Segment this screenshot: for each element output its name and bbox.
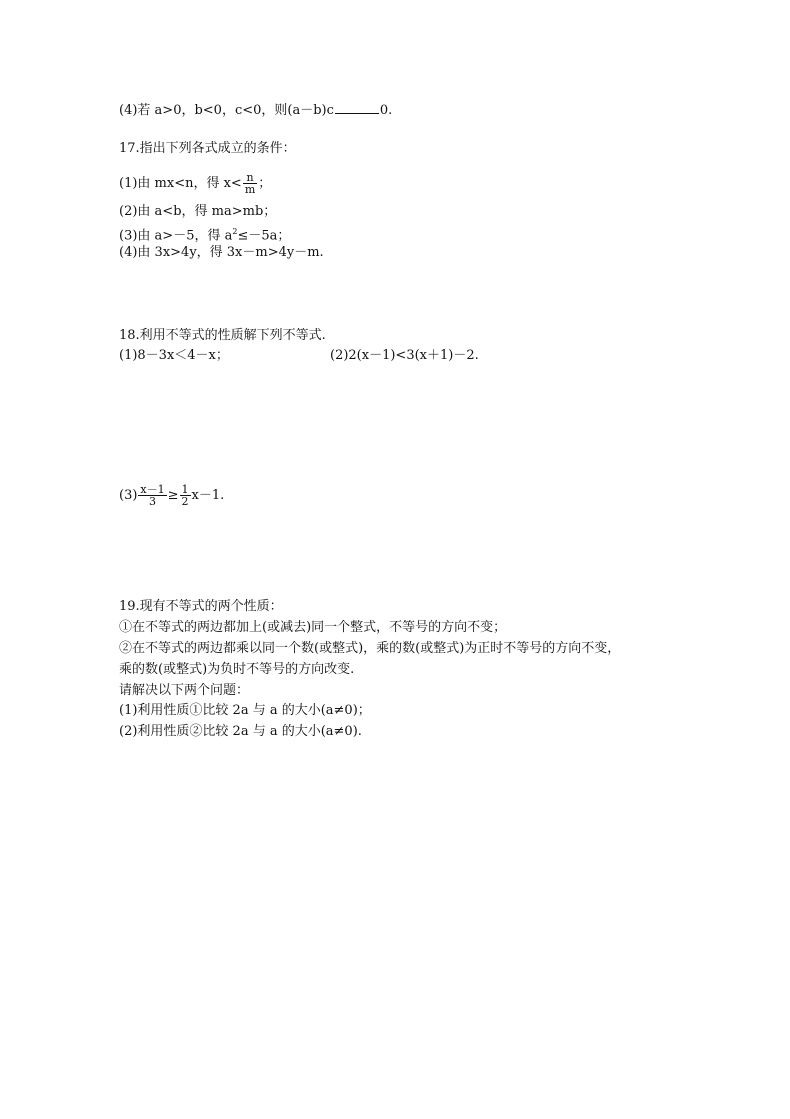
fraction-denominator: m: [244, 183, 256, 196]
q18-item3-relation: ≥: [167, 488, 179, 503]
q19-ask-1: (1)利用性质①比较 2a 与 a 的大小(a≠0)；: [119, 703, 371, 718]
q17-item1-fraction: [243, 172, 257, 195]
q17-title: 17.指出下列各式成立的条件：: [119, 141, 296, 156]
q17-item3-post: ≤－5a；: [237, 228, 291, 244]
fraction-numerator: x－1: [140, 483, 165, 496]
fraction-denominator: 3: [138, 495, 166, 507]
q17-item3: [119, 224, 290, 244]
fraction-numerator: 1: [181, 483, 189, 496]
q19-ask-2: (2)利用性质②比较 2a 与 a 的大小(a≠0).: [119, 724, 362, 739]
q18-item3-fraction-1: [138, 484, 166, 507]
q18-item2: (2)2(x－1)<3(x＋1)－2.: [330, 348, 479, 363]
q19-property-1: ①在不等式的两边都加上(或减去)同一个整式，不等号的方向不变；: [119, 620, 507, 635]
answer-blank[interactable]: [335, 101, 379, 114]
q17-item1-post: ；: [258, 176, 272, 191]
q19-title: 19.现有不等式的两个性质：: [119, 599, 283, 614]
q17-item2: (2)由 a<b，得 ma>mb；: [119, 204, 277, 219]
q16-item4-pre: (4)若 a>0，b<0，c<0，则(a－b)c: [119, 103, 334, 118]
q17-item3-exponent: 2: [232, 227, 238, 236]
q18-item1: (1)8－3x＜4－x；: [119, 348, 229, 363]
q19-property-2-cont: 乘的数(或整式)为负时不等号的方向改变.: [119, 662, 355, 677]
q18-item3-fraction-2: [180, 484, 191, 507]
q16-item4-post: 0.: [379, 103, 393, 118]
q19-prompt: 请解决以下两个问题：: [119, 683, 250, 698]
q18-item3-pre: (3): [119, 488, 138, 503]
q17-item3-pre: (3)由 a>－5，得 a: [119, 228, 233, 244]
q19-property-2: ②在不等式的两边都乘以同一个数(或整式)，乘的数(或整式)为正时不等号的方向不变，: [119, 641, 621, 656]
q18-item3-post: x－1.: [191, 488, 225, 503]
q17-item1-pre: (1)由 mx<n，得 x<: [119, 176, 242, 191]
fraction-denominator: 2: [181, 495, 189, 508]
q16-item4: [119, 101, 392, 119]
fraction-numerator: n: [246, 171, 254, 184]
q17-item1: [119, 172, 271, 195]
q17-item4: (4)由 3x>4y，得 3x－m>4y－m.: [119, 245, 324, 260]
q18-item3: [119, 484, 224, 507]
q18-title: 18.利用不等式的性质解下列不等式.: [119, 328, 326, 343]
